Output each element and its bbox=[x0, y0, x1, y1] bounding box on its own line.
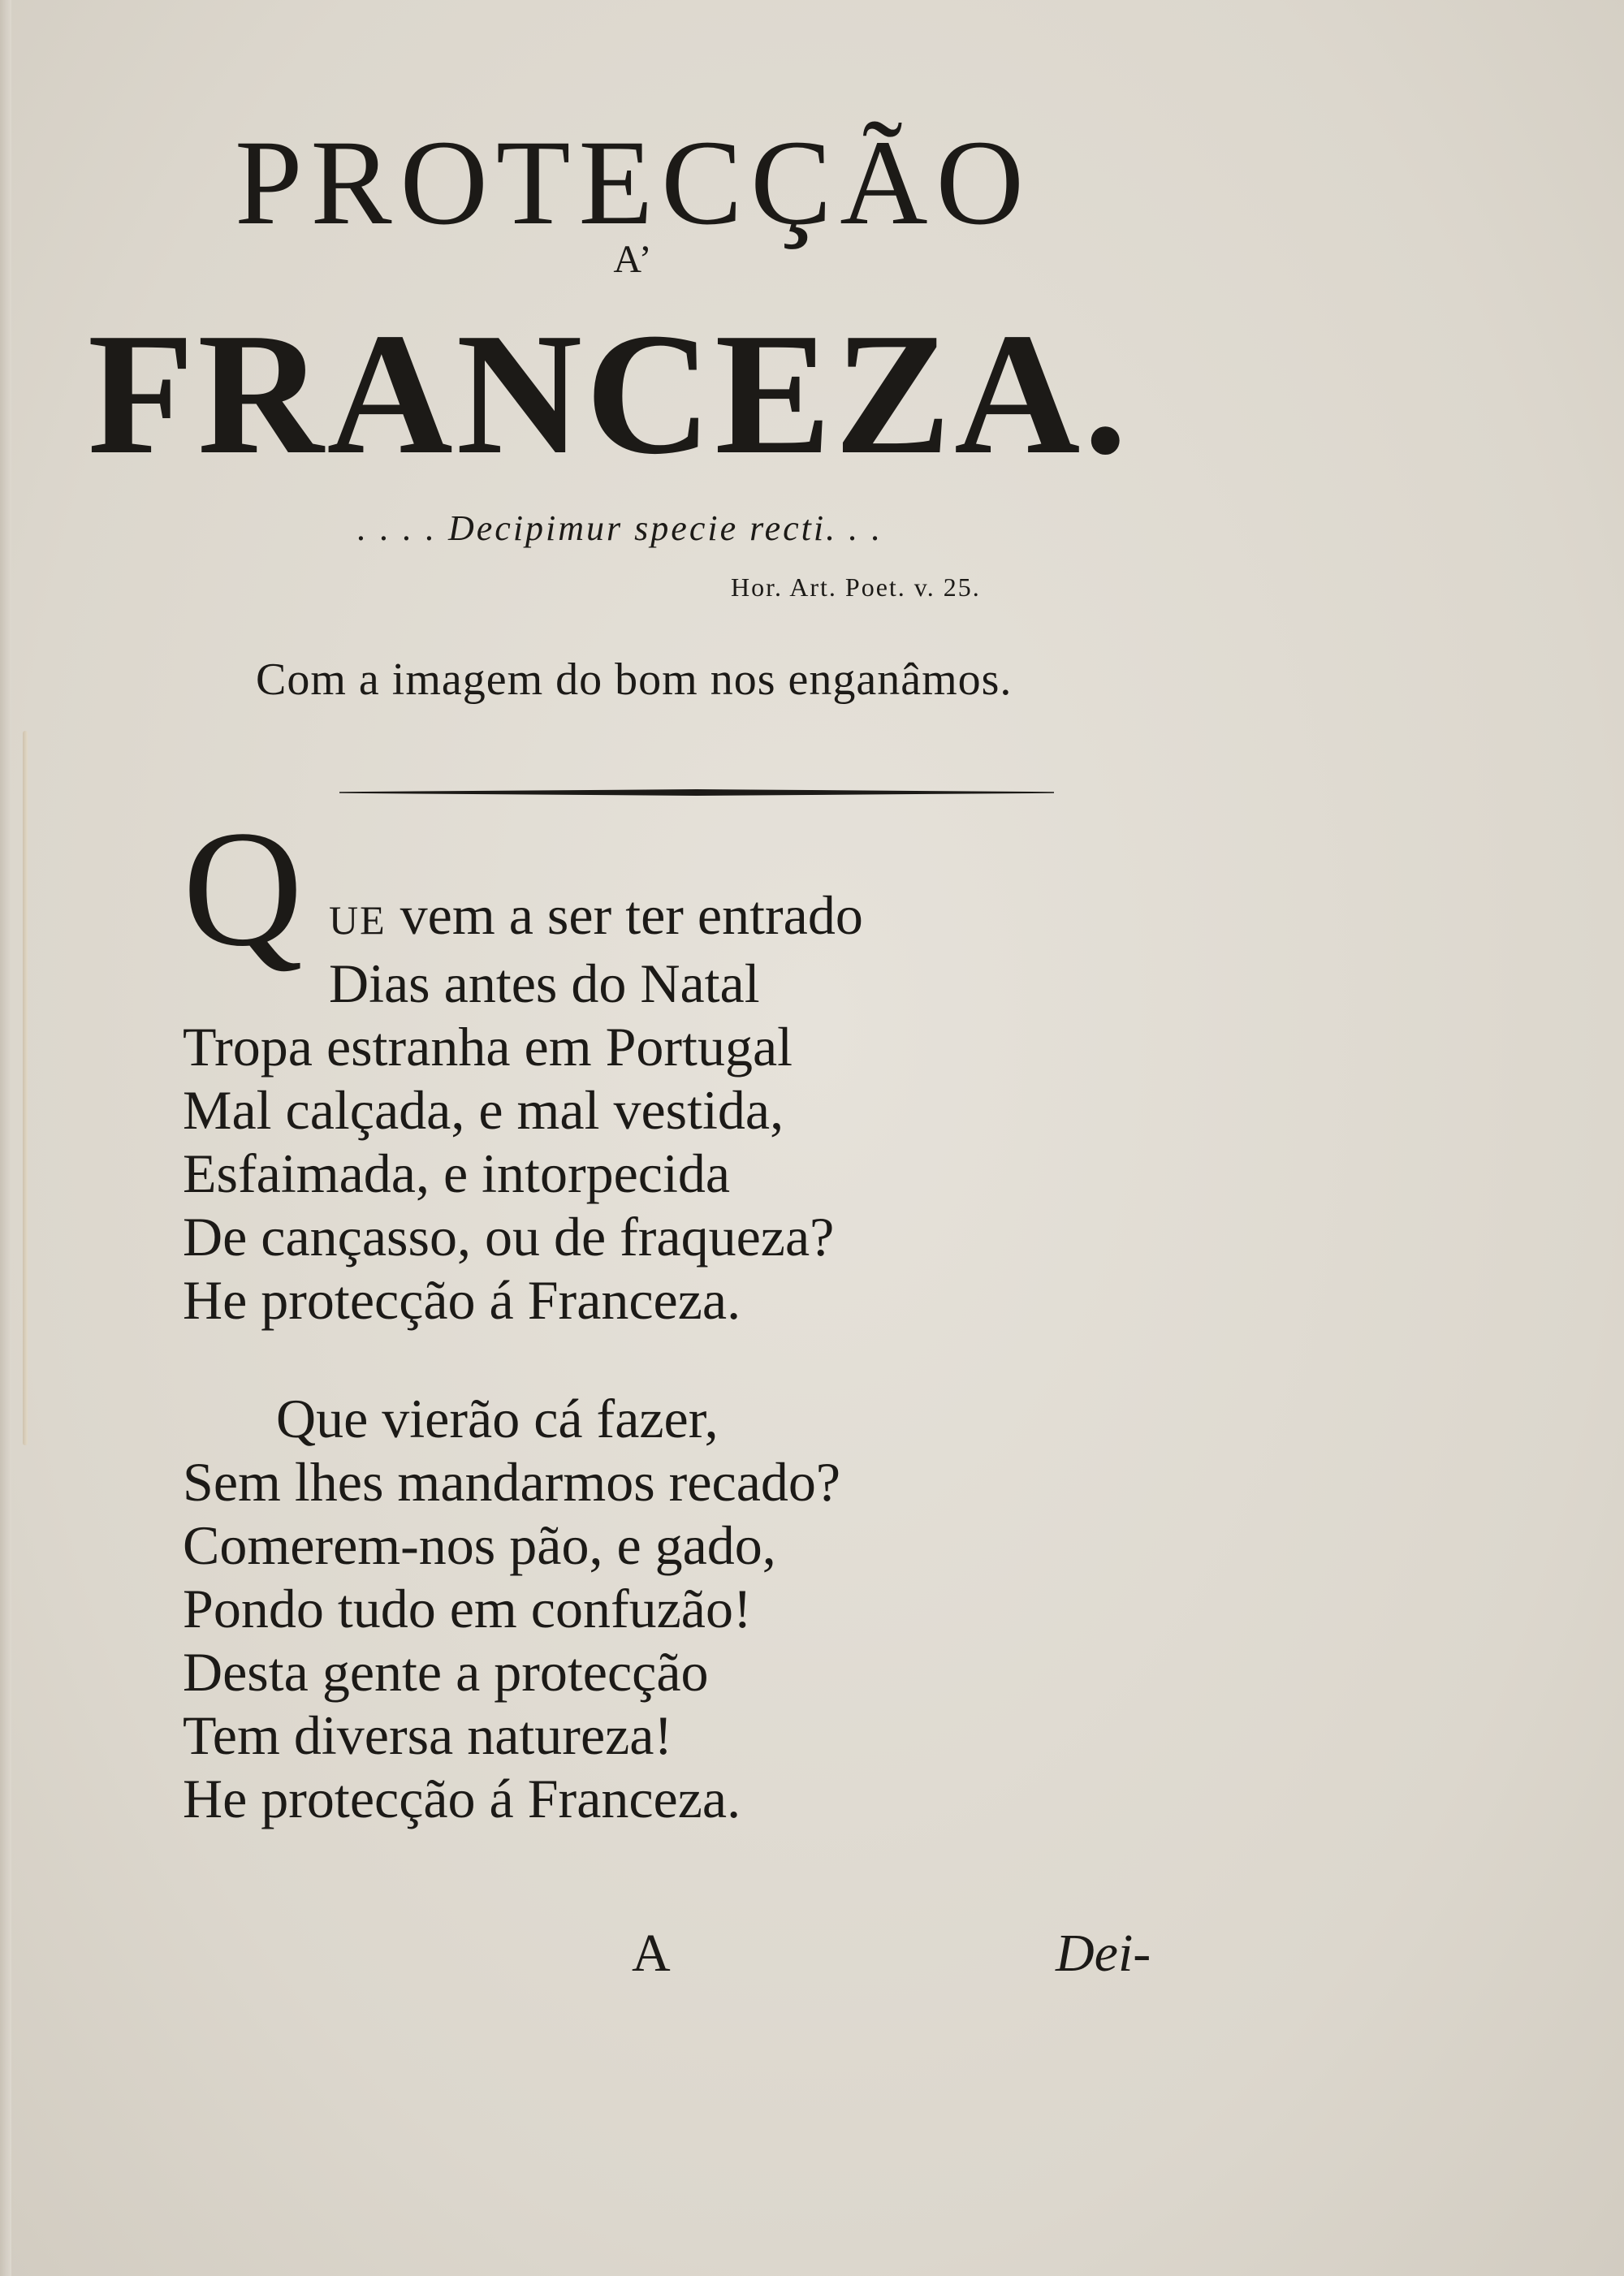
epigraph-translation: Com a imagem do bom nos enganâmos. bbox=[256, 654, 1013, 705]
binding-mark bbox=[23, 731, 28, 1445]
drop-cap: Q bbox=[183, 797, 304, 981]
verse-line: Tropa estranha em Portugal bbox=[183, 1016, 793, 1078]
verse-line: Que vierão cá fazer, bbox=[276, 1388, 719, 1449]
verse-line: Tem diversa natureza! bbox=[183, 1704, 673, 1766]
verse-line: He protecção á Franceza. bbox=[183, 1269, 741, 1331]
title-line-3: FRANCEZA. bbox=[87, 296, 1131, 490]
verse-line: He protecção á Franceza. bbox=[183, 1768, 741, 1829]
verse-line-rest: vem a ser ter entrado bbox=[386, 884, 863, 946]
verse-line: Dias antes do Natal bbox=[329, 952, 760, 1014]
divider-rule bbox=[339, 789, 1054, 796]
verse-line: Sem lhes mandarmos recado? bbox=[183, 1451, 841, 1513]
title-line-1: PROTECÇÃO bbox=[235, 115, 1032, 250]
epigraph-reference: Hor. Art. Poet. v. 25. bbox=[731, 572, 981, 602]
verse-line: Comerem-nos pão, e gado, bbox=[183, 1514, 776, 1576]
stanza-2 bbox=[183, 1387, 840, 1830]
epigraph: . . . . Decipimur specie recti. . . bbox=[357, 508, 883, 548]
catchword: Dei- bbox=[1056, 1924, 1151, 1983]
verse-line: Desta gente a protecção bbox=[183, 1641, 709, 1703]
verse-line: Esfaimada, e intorpecida bbox=[183, 1142, 731, 1204]
verse-line: De cançasso, ou de fraqueza? bbox=[183, 1206, 835, 1268]
verse-line: Mal calçada, e mal vestida, bbox=[183, 1079, 784, 1141]
stanza-1 bbox=[183, 883, 863, 1332]
verse-line: Pondo tudo em confuzão! bbox=[183, 1578, 752, 1639]
smallcaps-opening: UE bbox=[329, 897, 387, 943]
verse-line bbox=[183, 883, 863, 952]
signature-mark: A bbox=[632, 1924, 671, 1983]
title-line-2: A’ bbox=[613, 238, 654, 281]
